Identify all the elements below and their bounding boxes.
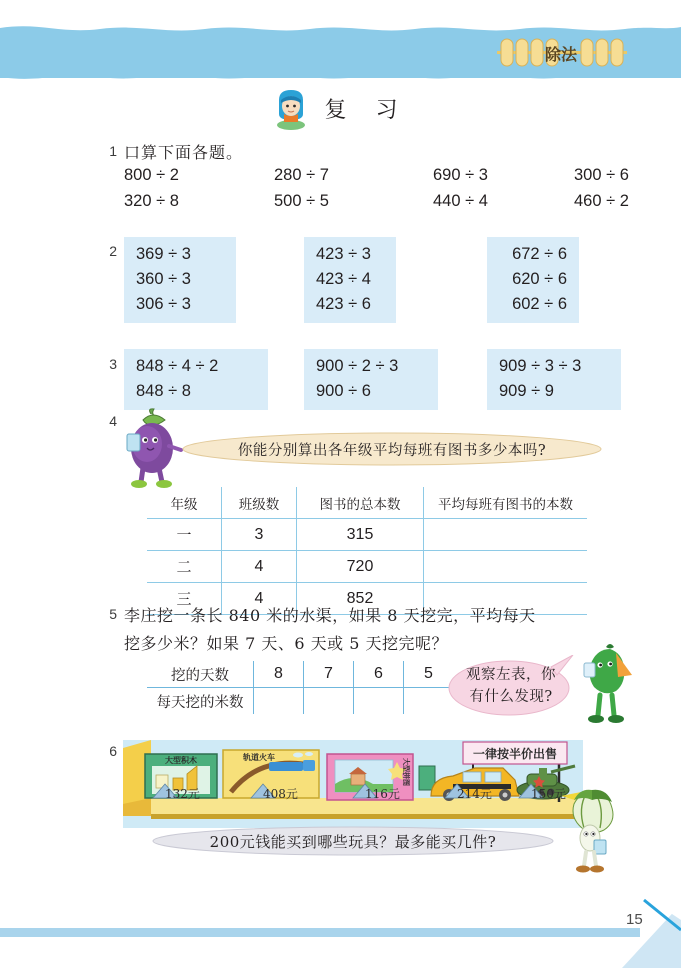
abacus-icon [497, 33, 627, 73]
exercise-4-table [147, 487, 587, 615]
cell-days: 8 [254, 661, 304, 688]
cell-classes: 4 [222, 551, 297, 583]
problem: 800 ÷ 2 [124, 166, 179, 184]
table-header-total-books: 图书的总本数 [297, 487, 424, 519]
cell-classes: 4 [222, 583, 297, 615]
cell-meters[interactable] [404, 688, 454, 715]
problem: 423 ÷ 6 [316, 295, 371, 313]
page-title-row [0, 86, 681, 130]
exercise-5-table [147, 661, 453, 714]
half-price-sign-text: 一律按半价出售 [472, 747, 558, 761]
eggplant-character-icon [121, 406, 185, 490]
exercise-2-group-1 [124, 237, 236, 323]
cell-total-books: 720 [297, 551, 424, 583]
exercise-number-6: 6 [109, 743, 117, 759]
table-header-average: 平均每班有图书的本数 [424, 487, 588, 519]
problem: 672 ÷ 6 [512, 245, 567, 263]
row-label-meters: 每天挖的米数 [147, 688, 254, 715]
exercise-3-group-3 [487, 349, 621, 410]
toy-label-3: 大型拼图 [402, 758, 411, 786]
exercise-5-text-line1: 李庄挖一条长 840 米的水渠，如果 8 天挖完，平均每天 [124, 606, 536, 625]
exercise-3-group-2 [304, 349, 438, 410]
cell-meters[interactable] [304, 688, 354, 715]
exercise-number-1: 1 [109, 143, 117, 159]
problem: 848 ÷ 8 [136, 382, 191, 400]
table-row-meters [147, 688, 453, 715]
table-row [147, 551, 587, 583]
problem: 423 ÷ 4 [316, 270, 371, 288]
exercise-5-text-line2: 挖多少米？如果 7 天、6 天或 5 天挖完呢？ [124, 634, 448, 653]
toy-label-1: 大型积木 [165, 755, 197, 765]
cell-grade: 二 [147, 551, 222, 583]
price-tag-4: 214元 [457, 787, 492, 801]
cell-grade: 一 [147, 519, 222, 551]
problem: 369 ÷ 3 [136, 245, 191, 263]
problem: 300 ÷ 6 [574, 166, 629, 184]
exercise-5-bubble [455, 661, 567, 711]
problem: 306 ÷ 3 [136, 295, 191, 313]
exercise-4-bubble-text: 你能分别算出各年级平均每班有图书多少本吗? [237, 442, 547, 459]
cell-total-books: 852 [297, 583, 424, 615]
problem: 460 ÷ 2 [574, 192, 629, 210]
exercise-1-prompt: 口算下面各题。 [124, 143, 244, 162]
cell-days: 5 [404, 661, 454, 688]
problem: 620 ÷ 6 [512, 270, 567, 288]
problem: 848 ÷ 4 ÷ 2 [136, 357, 219, 375]
problem: 440 ÷ 4 [433, 192, 488, 210]
toy-label-2: 轨道火车 [243, 752, 275, 762]
problem: 602 ÷ 6 [512, 295, 567, 313]
cell-meters[interactable] [254, 688, 304, 715]
exercise-number-3: 3 [109, 356, 117, 372]
cell-classes: 3 [222, 519, 297, 551]
cell-days: 6 [354, 661, 404, 688]
problem: 690 ÷ 3 [433, 166, 488, 184]
exercise-1-problems [124, 166, 644, 211]
cell-meters[interactable] [354, 688, 404, 715]
table-row-days [147, 661, 453, 688]
exercise-2-group-3 [487, 237, 579, 323]
problem: 909 ÷ 9 [499, 382, 554, 400]
table-header-row [147, 487, 587, 519]
problem: 909 ÷ 3 ÷ 3 [499, 357, 582, 375]
problem: 500 ÷ 5 [274, 192, 329, 210]
exercise-number-2: 2 [109, 243, 117, 259]
exercise-3-group-1 [124, 349, 268, 410]
bubble-line-2: 有什么发现? [469, 689, 553, 705]
row-label-days: 挖的天数 [147, 661, 254, 688]
problem: 900 ÷ 2 ÷ 3 [316, 357, 399, 375]
price-tag-3: 116元 [365, 787, 400, 801]
problem: 423 ÷ 3 [316, 245, 371, 263]
green-pepper-character-icon [580, 641, 636, 731]
table-row [147, 519, 587, 551]
girl-avatar-icon [273, 86, 309, 130]
exercise-number-5: 5 [109, 606, 117, 622]
wave-bottom-decoration [0, 72, 681, 84]
page-number: 15 [626, 911, 643, 928]
exercise-6-bubble-text: 200元钱能买到哪些玩具？最多能买几件? [209, 832, 497, 851]
banner-label-text: 除法 [544, 45, 578, 64]
exercise-number-4: 4 [109, 413, 117, 429]
problem: 280 ÷ 7 [274, 166, 329, 184]
cell-average[interactable] [424, 519, 588, 551]
problem: 320 ÷ 8 [124, 192, 179, 210]
exercise-2-group-2 [304, 237, 396, 323]
table-header-classes: 班级数 [222, 487, 297, 519]
page-title: 复 习 [324, 97, 409, 123]
cabbage-character-icon [562, 786, 620, 878]
cell-grade: 三 [147, 583, 222, 615]
price-tag-5: 150元 [531, 787, 566, 801]
page-corner-decoration [600, 890, 681, 968]
table-header-grade: 年级 [147, 487, 222, 519]
bubble-line-1: 观察左表，你 [466, 667, 556, 683]
cell-average[interactable] [424, 551, 588, 583]
footer-bar [0, 928, 640, 937]
problem: 360 ÷ 3 [136, 270, 191, 288]
cell-days: 7 [304, 661, 354, 688]
toy-shop-illustration [123, 740, 583, 828]
problem: 900 ÷ 6 [316, 382, 371, 400]
price-tag-2: 408元 [263, 787, 298, 801]
price-tag-1: 132元 [165, 787, 200, 801]
cell-total-books: 315 [297, 519, 424, 551]
